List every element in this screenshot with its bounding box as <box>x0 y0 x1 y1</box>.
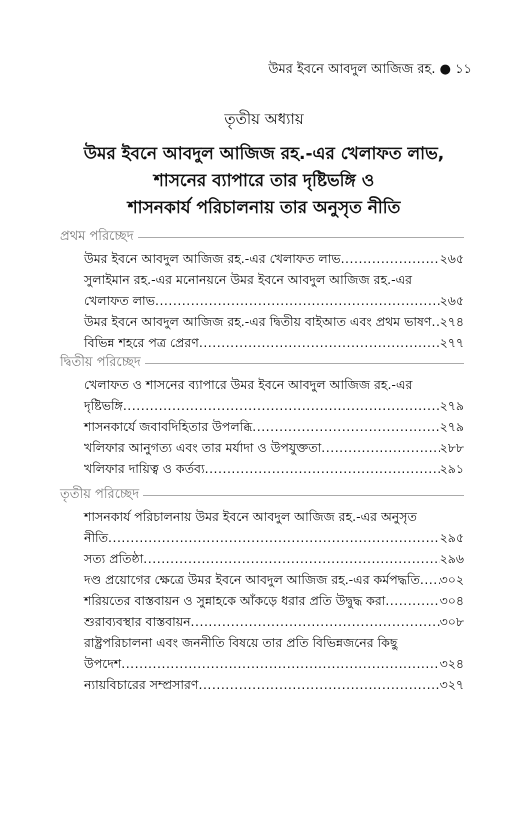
toc-entry[interactable] <box>84 548 464 569</box>
toc-entry-page: ২৮৮ <box>439 440 464 455</box>
toc-entry[interactable] <box>84 290 464 311</box>
toc-entry-page: ৩০৮ <box>439 614 464 629</box>
toc-entry-page: ৩০৪ <box>439 593 464 608</box>
toc-entry-page: ২৯১ <box>439 461 464 476</box>
toc-entry-title: সত্য প্রতিষ্ঠা <box>84 551 144 566</box>
dot-leader <box>191 611 440 632</box>
toc-entry[interactable] <box>84 416 464 437</box>
toc-entry-title: বিভিন্ন শহরে পত্র প্রেরণ <box>84 335 199 350</box>
dot-leader <box>143 548 439 569</box>
section-heading: তৃতীয় পরিচ্ছেদ <box>60 486 140 502</box>
toc-entry-first-line[interactable]: খেলাফত ও শাসনের ব্যাপারে উমর ইবনে আবদুল আজিজ রহ.-এর <box>84 377 413 392</box>
dot-leader <box>341 248 440 269</box>
toc-entry-page: ৩২৪ <box>439 656 464 671</box>
section-heading: দ্বিতীয় পরিচ্ছেদ <box>60 354 141 370</box>
toc-entry-title: দৃষ্টিভঙ্গি <box>84 398 123 413</box>
toc-section-1 <box>60 226 464 353</box>
chapter-title-line: শাসনের ব্যাপারে তার দৃষ্টিভঙ্গি ও <box>153 171 375 191</box>
toc-entry-page: ২৭৯ <box>439 398 464 413</box>
toc-entry[interactable] <box>84 248 464 269</box>
toc-entry-page: ২৭৭ <box>439 335 464 350</box>
toc-entry-page: ২৯৫ <box>439 530 464 545</box>
dot-leader <box>431 311 439 332</box>
divider <box>143 495 464 496</box>
chapter-title-line: শাসনকার্য পরিচালনায় তার অনুসৃত নীতি <box>127 198 401 218</box>
toc-entry-page: ২৭৪ <box>439 314 464 329</box>
section-heading: প্রথম পরিচ্ছেদ <box>60 228 134 244</box>
toc-entry-title: খেলাফত লাভ <box>84 293 155 308</box>
toc-entry-page: ২৬৫ <box>439 293 464 308</box>
toc-entry[interactable] <box>84 611 464 632</box>
toc-entry-title: উমর ইবনে আবদুল আজিজ রহ.-এর দ্বিতীয় বাইআত এবং প্রথম ভাষণ <box>84 314 432 329</box>
dot-leader <box>198 674 439 695</box>
toc-entry-title: ন্যায়বিচারের সম্প্রসারণ <box>84 677 199 692</box>
toc-entry-first-line[interactable]: শাসনকার্য পরিচালনায় উমর ইবনে আবদুল আজিজ রহ.-এর অনুসৃত <box>84 509 417 524</box>
toc-entry-page: ২৯৬ <box>439 551 464 566</box>
toc-entry-title: খলিফার দায়িত্ব ও কর্তব্য <box>84 461 205 476</box>
section-header <box>60 484 464 506</box>
toc-entry-title: শুরাব্যবস্থার বাস্তবায়ন <box>84 614 191 629</box>
toc-entry-page: ৩২৭ <box>439 677 464 692</box>
toc-entry-title: উপদেশ <box>84 656 122 671</box>
toc-entry[interactable] <box>84 674 464 695</box>
chapter-heading <box>0 108 528 222</box>
toc-section-2 <box>60 352 464 479</box>
dot-leader <box>420 569 440 590</box>
dot-leader <box>252 416 439 437</box>
toc-entry-page: ৩০২ <box>439 572 464 587</box>
section-header <box>60 226 464 248</box>
toc-entry-page: ২৬৫ <box>439 251 464 266</box>
running-head: উমর ইবনে আবদুল আজিজ রহ. ● ১১ <box>268 62 472 77</box>
toc-entry[interactable] <box>84 395 464 416</box>
dot-leader <box>121 653 439 674</box>
toc-entry[interactable] <box>84 569 464 590</box>
dot-leader <box>205 458 440 479</box>
toc-entry[interactable] <box>84 458 464 479</box>
chapter-title-line: উমর ইবনে আবদুল আজিজ রহ.-এর খেলাফত লাভ, <box>83 144 445 164</box>
toc-entry[interactable] <box>84 527 464 548</box>
toc-entry[interactable] <box>84 590 464 611</box>
dot-leader <box>155 290 440 311</box>
toc-entry[interactable] <box>84 311 464 332</box>
toc-entry-first-line[interactable]: রাষ্ট্রপরিচালনা এবং জননীতি বিষয়ে তার প্রতি বিভিন্নজনের কিছু <box>84 635 398 650</box>
toc-entry-title: শরিয়তের বাস্তবায়ন ও সুন্নাহকে আঁকড়ে ধরার প্রতি উদ্বুদ্ধ করা <box>84 593 386 608</box>
dot-leader <box>199 332 440 353</box>
toc-entry-first-line[interactable]: সুলাইমান রহ.-এর মনোনয়নে উমর ইবনে আবদুল আজিজ রহ.-এর <box>84 272 412 287</box>
toc-entry-page: ২৭৯ <box>439 419 464 434</box>
toc-entry-title: নীতি <box>84 530 108 545</box>
section-header <box>60 352 464 374</box>
toc-entry[interactable] <box>84 332 464 353</box>
toc-section-3 <box>60 484 464 695</box>
toc-entry[interactable] <box>84 437 464 458</box>
toc-entry-title: উমর ইবনে আবদুল আজিজ রহ.-এর খেলাফত লাভ <box>84 251 341 266</box>
dot-leader <box>321 437 439 458</box>
dot-leader <box>123 395 440 416</box>
toc-entry-title: দণ্ড প্রয়োগের ক্ষেত্রে উমর ইবনে আবদুল আজিজ রহ.-এর কর্মপদ্ধতি <box>84 572 420 587</box>
dot-leader <box>385 590 439 611</box>
divider <box>138 237 464 238</box>
toc-entry-title: খলিফার আনুগত্য এবং তার মর্যাদা ও উপযুক্ততা <box>84 440 322 455</box>
divider <box>145 363 464 364</box>
chapter-label: তৃতীয় অধ্যায় <box>224 110 304 128</box>
toc-entry-title: শাসনকার্যে জবাবদিহিতার উপলব্ধি <box>84 419 253 434</box>
toc-entry[interactable] <box>84 653 464 674</box>
dot-leader <box>108 527 440 548</box>
